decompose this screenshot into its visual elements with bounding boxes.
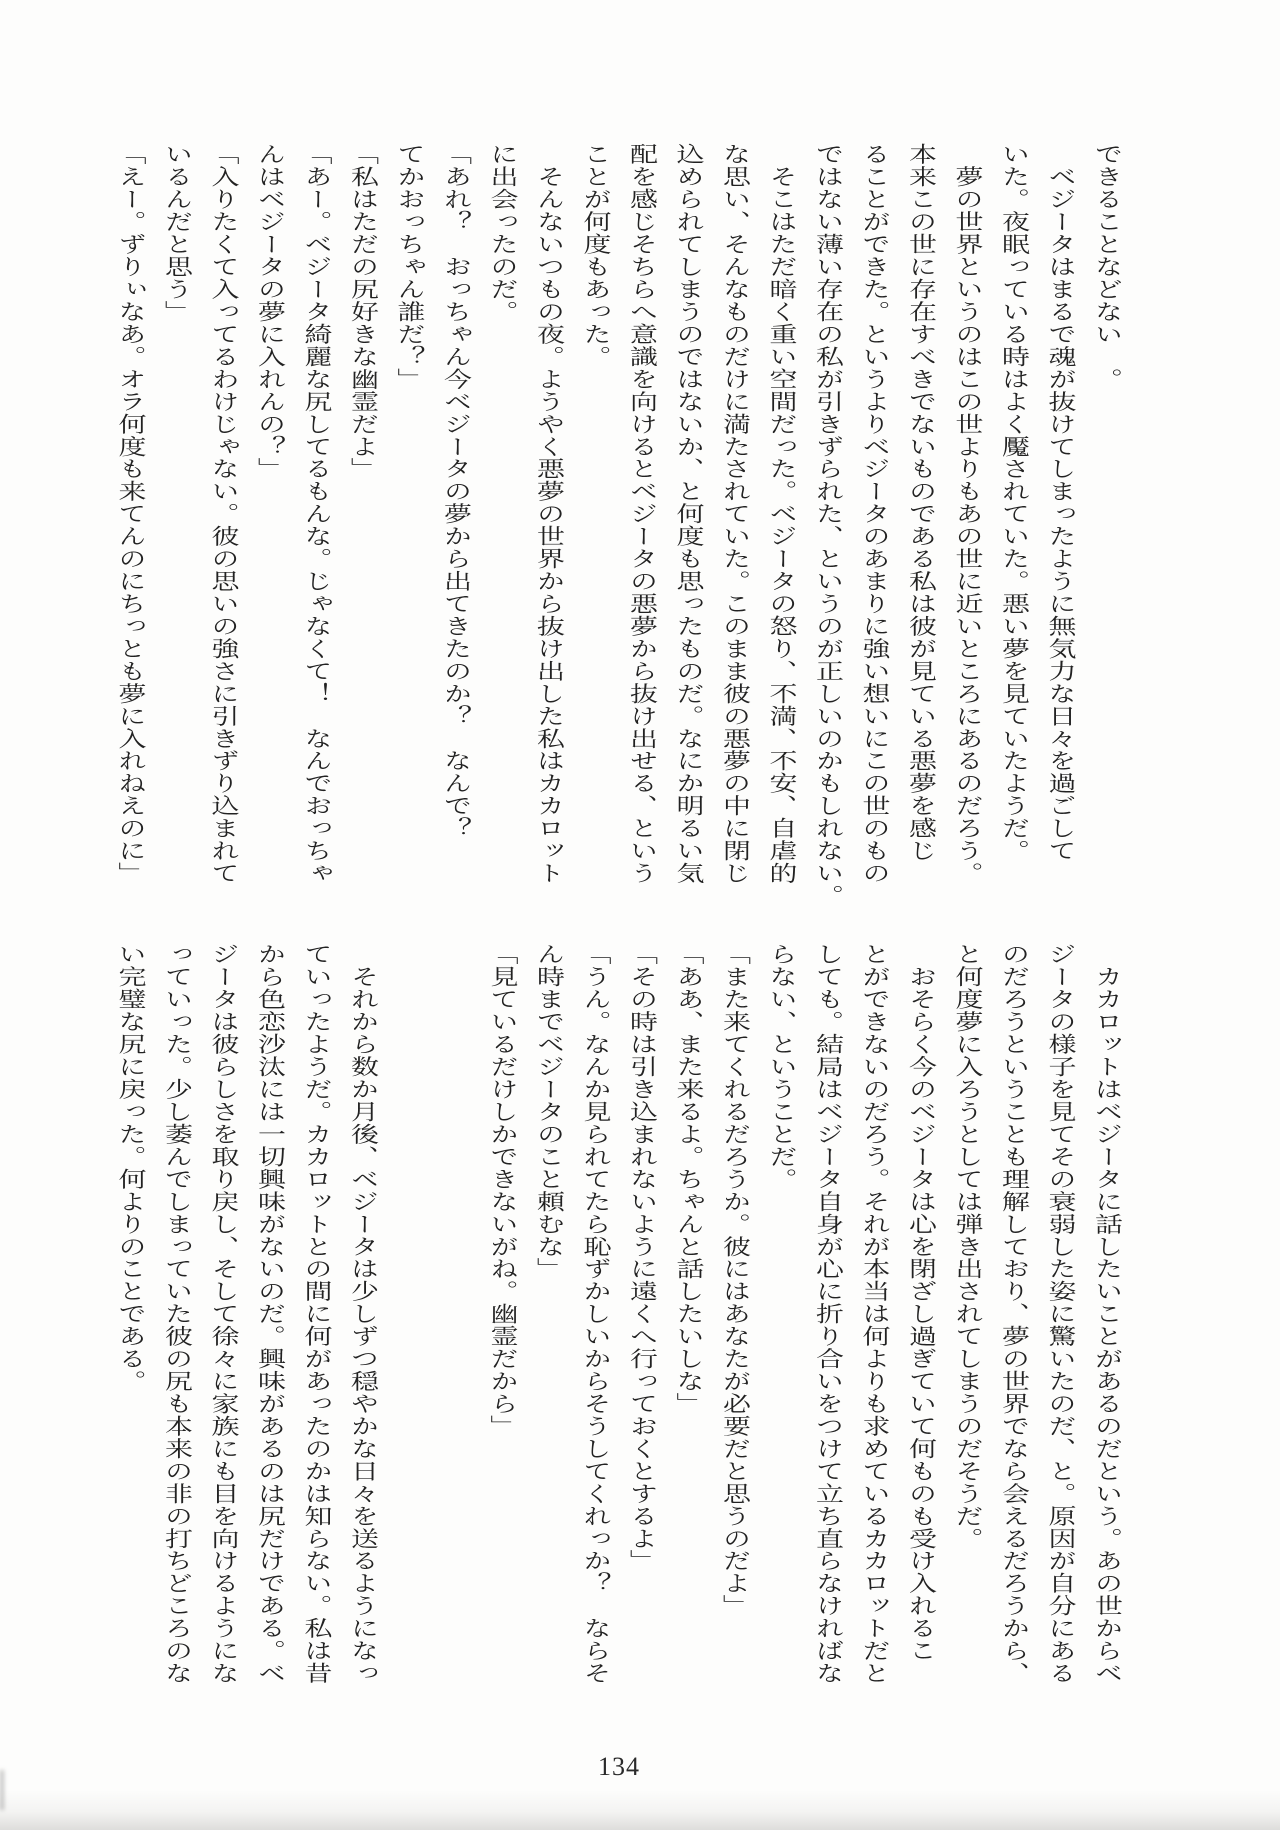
text-column: ベジータはまるで魂が抜けてしまったように無気力な日々を過ごして xyxy=(1044,143,1078,862)
text-column: いるんだと思う」 xyxy=(161,143,194,323)
text-column: ジータは彼らしさを取り戻し、そして徐々に家族にも目を向けるようにな xyxy=(207,943,241,1685)
text-column: てかおっちゃん誰だ？」 xyxy=(393,143,427,391)
text-column: と何度夢に入ろうとしては弾き出されてしまうのだそうだ。 xyxy=(951,943,985,1550)
text-column: 「うん。なんか見られてたら恥ずかしいからそうしてくれっか？ ならそ xyxy=(579,943,613,1685)
text-column: 「あー。ベジータ綺麗な尻してるもんな。じゃなくて！ なんでおっちゃ xyxy=(300,143,334,885)
text-column: しても。結局はベジータ自身が心に折り合いをつけて立ち直らなければな xyxy=(812,943,845,1685)
text-column: ることができた。というよりベジータのあまりに強い想いにこの世のもの xyxy=(858,143,892,885)
text-column: 込められてしまうのではないか、と何度も思ったものだ。なにか明るい気 xyxy=(672,143,706,885)
text-column: 配を感じそちらへ意識を向けるとベジータの悪夢から抜け出せる、という xyxy=(626,143,659,885)
page-number: 134 xyxy=(598,1752,640,1781)
text-column: 「その時は引き込まれないように遠くへ行っておくとするよ」 xyxy=(626,943,659,1572)
text-column: ではない薄い存在の私が引きずられた、というのが正しいのかもしれない。 xyxy=(812,143,845,907)
scan-noise-strip xyxy=(0,1790,1280,1830)
text-column: そこはただ暗く重い空間だった。ベジータの怒り、不満、不安、自虐的 xyxy=(765,143,799,885)
text-column: 「あれ？ おっちゃん今ベジータの夢から出てきたのか？ なんで？ xyxy=(440,143,473,840)
text-column: に出会ったのだ。 xyxy=(486,143,520,323)
bottom-text-block xyxy=(107,943,1130,1684)
text-column: とができないのだろう。それが本当は何よりも求めているカカロットだと xyxy=(858,943,892,1685)
text-column: 「私はただの尻好きな幽霊だよ」 xyxy=(347,143,380,480)
text-column xyxy=(386,943,433,1684)
text-column: から色恋沙汰には一切興味がないのだ。興味があるのは尻だけである。ベ xyxy=(254,943,287,1685)
text-column: いた。夜眠っている時はよく魘されていた。悪い夢を見ていたようだ。 xyxy=(998,143,1031,862)
text-column: っていった。少し萎んでしまっていた彼の尻も本来の非の打ちどころのな xyxy=(161,943,194,1685)
text-column: ん時までベジータのこと頼むな」 xyxy=(533,943,566,1280)
text-column: な思い、そんなものだけに満たされていた。このまま彼の悪夢の中に閉じ xyxy=(719,143,752,885)
text-column: おそらく今のベジータは心を閉ざし過ぎていて何ものも受け入れるこ xyxy=(905,943,938,1662)
text-column: い完璧な尻に戻った。何よりのことである。 xyxy=(114,943,148,1393)
text-column: らない、ということだ。 xyxy=(765,943,799,1191)
text-column: 夢の世界というのはこの世よりもあの世に近いところにあるのだろう。 xyxy=(951,143,985,885)
text-column: そんないつもの夜。ようやく悪夢の世界から抜け出した私はカカロット xyxy=(533,143,566,885)
text-column: ていったようだ。カカロットとの間に何があったのかは知らない。私は昔 xyxy=(300,943,334,1685)
top-text-block xyxy=(107,143,1130,907)
text-column: 「また来てくれるだろうか。彼にはあなたが必要だと思うのだよ」 xyxy=(719,943,752,1617)
text-column: 「ああ、また来るよ。ちゃんと話したいしな」 xyxy=(672,943,706,1415)
text-column: 本来この世に存在すべきでないものである私は彼が見ている悪夢を感じ xyxy=(905,143,938,862)
text-column: ことが何度もあった。 xyxy=(579,143,613,368)
text-column: それから数か月後、ベジータは少しずつ穏やかな日々を送るようになっ xyxy=(347,943,380,1685)
text-column: 「えー。ずりぃなあ。オラ何度も来てんのにちっとも夢に入れねえのに」 xyxy=(114,143,148,885)
text-column xyxy=(433,943,480,1684)
text-column: んはベジータの夢に入れんの？」 xyxy=(254,143,287,480)
text-column: カカロットはベジータに話したいことがあるのだという。あの世からベ xyxy=(1091,943,1124,1685)
text-column: 「入りたくて入ってるわけじゃない。彼の思いの強さに引きずり込まれて xyxy=(207,143,241,885)
scan-edge-artifact xyxy=(0,1770,4,1810)
text-column: ジータの様子を見てその衰弱した姿に驚いたのだ、と。原因が自分にある xyxy=(1044,943,1078,1685)
text-column: のだろうということも理解しており、夢の世界でなら会えるだろうから、 xyxy=(998,943,1031,1685)
text-column: できることなどない 。 xyxy=(1091,143,1124,391)
text-column: 「見ているだけしかできないがね。幽霊だから」 xyxy=(486,943,520,1438)
